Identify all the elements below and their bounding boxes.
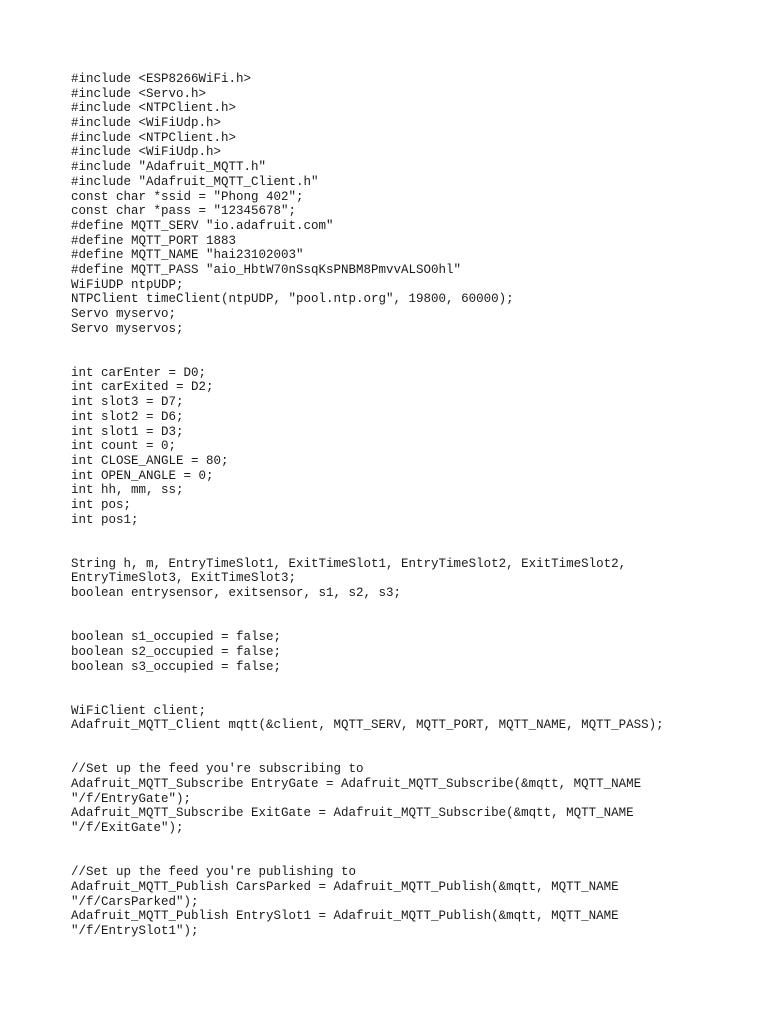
code-line: int slot2 = D6; bbox=[71, 409, 184, 424]
code-line: int slot1 = D3; bbox=[71, 424, 184, 439]
code-line bbox=[71, 674, 751, 689]
code-line: boolean entrysensor, exitsensor, s1, s2, s3; bbox=[71, 586, 402, 601]
code-line: "/f/EntrySlot1"); bbox=[71, 923, 199, 938]
code-line: #include "Adafruit_MQTT.h" bbox=[71, 160, 267, 175]
code-line: WiFiUDP ntpUDP; bbox=[71, 277, 184, 292]
code-line bbox=[71, 615, 751, 630]
code-line: #include <NTPClient.h> bbox=[71, 130, 237, 145]
code-block bbox=[71, 72, 751, 939]
code-line bbox=[71, 733, 751, 748]
code-line: #include <WiFiUdp.h> bbox=[71, 145, 222, 160]
code-line bbox=[71, 351, 751, 366]
code-line bbox=[71, 527, 751, 542]
code-line: #include <Servo.h> bbox=[71, 86, 207, 101]
code-line: int pos1; bbox=[71, 512, 139, 527]
code-line bbox=[71, 850, 751, 865]
code-line: #define MQTT_NAME "hai23102003" bbox=[71, 248, 304, 263]
code-line: EntryTimeSlot3, ExitTimeSlot3; bbox=[71, 571, 297, 586]
code-line: int hh, mm, ss; bbox=[71, 483, 184, 498]
code-line: "/f/ExitGate"); bbox=[71, 821, 184, 836]
code-line: Adafruit_MQTT_Publish CarsParked = Adafruit_MQTT_Publish(&mqtt, MQTT_NAME bbox=[71, 879, 619, 894]
code-line bbox=[71, 336, 751, 351]
code-line: Servo myservo; bbox=[71, 307, 177, 321]
code-line: boolean s3_occupied = false; bbox=[71, 659, 282, 674]
code-line: const char *ssid = "Phong 402"; bbox=[71, 189, 304, 204]
code-line: #define MQTT_SERV "io.adafruit.com" bbox=[71, 218, 334, 233]
code-line: #include <ESP8266WiFi.h> bbox=[71, 72, 252, 86]
code-line: #define MQTT_PASS "aio_HbtW70nSsqKsPNBM8PmvvALSO0hl" bbox=[71, 262, 462, 277]
code-line: #define MQTT_PORT 1883 bbox=[71, 233, 237, 248]
code-line: //Set up the feed you're subscribing to bbox=[71, 762, 364, 777]
code-line: int carEnter = D0; bbox=[71, 365, 207, 380]
code-line: int slot3 = D7; bbox=[71, 395, 184, 410]
code-line bbox=[71, 689, 751, 704]
code-line: boolean s2_occupied = false; bbox=[71, 644, 282, 659]
code-line: int pos; bbox=[71, 497, 132, 512]
code-line: Adafruit_MQTT_Client mqtt(&client, MQTT_SERV, MQTT_PORT, MQTT_NAME, MQTT_PASS); bbox=[71, 718, 664, 733]
code-line: int OPEN_ANGLE = 0; bbox=[71, 468, 214, 483]
code-line bbox=[71, 542, 751, 557]
code-line: #include <NTPClient.h> bbox=[71, 101, 237, 116]
code-line: Adafruit_MQTT_Subscribe ExitGate = Adafruit_MQTT_Subscribe(&mqtt, MQTT_NAME bbox=[71, 806, 634, 821]
code-line: boolean s1_occupied = false; bbox=[71, 630, 282, 645]
code-line: const char *pass = "12345678"; bbox=[71, 204, 297, 219]
code-line: Adafruit_MQTT_Publish EntrySlot1 = Adafruit_MQTT_Publish(&mqtt, MQTT_NAME bbox=[71, 909, 619, 924]
code-line: Adafruit_MQTT_Subscribe EntryGate = Adafruit_MQTT_Subscribe(&mqtt, MQTT_NAME bbox=[71, 777, 642, 791]
code-line: WiFiClient client; bbox=[71, 703, 207, 718]
code-line: "/f/EntryGate"); bbox=[71, 791, 192, 806]
code-line: #include "Adafruit_MQTT_Client.h" bbox=[71, 174, 319, 189]
code-line bbox=[71, 748, 751, 763]
code-line: Servo myservos; bbox=[71, 321, 184, 336]
code-line: int count = 0; bbox=[71, 439, 177, 454]
code-line: int carExited = D2; bbox=[71, 380, 214, 395]
code-line: String h, m, EntryTimeSlot1, ExitTimeSlot1, EntryTimeSlot2, ExitTimeSlot2, bbox=[71, 556, 627, 571]
code-line: #include <WiFiUdp.h> bbox=[71, 116, 222, 131]
code-line: int CLOSE_ANGLE = 80; bbox=[71, 453, 229, 468]
code-line: NTPClient timeClient(ntpUDP, "pool.ntp.org", 19800, 60000); bbox=[71, 292, 514, 307]
code-line bbox=[71, 836, 751, 851]
code-line: "/f/CarsParked"); bbox=[71, 894, 199, 909]
code-line: //Set up the feed you're publishing to bbox=[71, 865, 357, 880]
code-line bbox=[71, 601, 751, 616]
